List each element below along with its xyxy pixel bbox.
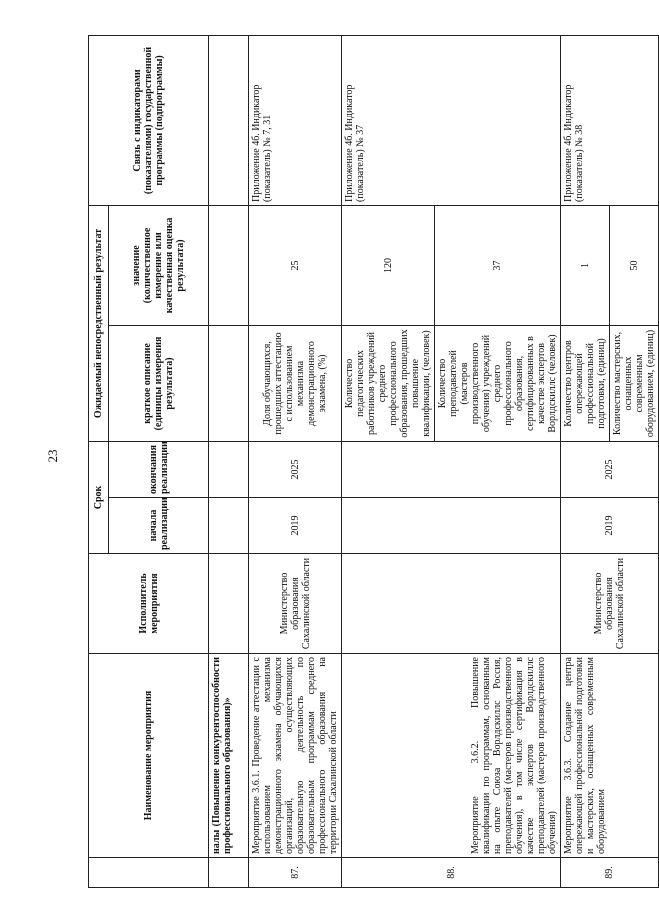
result-description: Количество преподавателей (мастеров производственного обучения) учреждений среднего профессионального образования, сертифицированных в качестве экспертов Ворлдскиллс (человек)	[435, 325, 561, 441]
result-value: 25	[249, 205, 342, 325]
indicator-link: Приложение 4б. Индикатор (показатель) № 37	[342, 35, 561, 205]
header-end: окончания реализации	[109, 441, 209, 497]
table-row	[561, 35, 610, 887]
activities-table	[88, 35, 659, 888]
row-number: 89.	[561, 858, 659, 888]
result-value: 50	[610, 205, 659, 325]
result-description: Количество педагогических работников учреждений среднего профессионального образования, прошедших повышение квалификации, (человек)	[342, 325, 435, 441]
header-start: начала реализации	[109, 498, 209, 554]
result-value: 1	[561, 205, 610, 325]
header-result: Ожидаемый непосредственный результат	[89, 205, 109, 441]
page-number: 23	[45, 449, 60, 463]
continued-row	[209, 35, 249, 887]
result-description: Количество центров опережающей профессиональной подготовки, (единиц)	[561, 325, 610, 441]
header-value: значение (количественное измерение или качественная оценка результата)	[109, 205, 209, 325]
activity-name: Мероприятие 3.6.3. Создание центра опережающей профессиональной подготовки и мастерских, оснащенных современным оборудованием	[561, 654, 659, 858]
executor: Министерство образования Сахалинской области	[561, 554, 659, 654]
indicator-link: Приложение 4б. Индикатор (показатель) № 7, 31	[249, 35, 342, 205]
result-description: Количество мастерских, оснащенных современным оборудованием, (единиц)	[610, 325, 659, 441]
activity-name: Мероприятие 3.6.1. Проведение аттестации с использованием механизма демонстрационного экзамена обучающихся организаций, осуществляющих образовательную деятельность по образовательным программам среднего профессионального образования на территории Сахалинской области	[249, 654, 342, 858]
header-executor: Исполнитель мероприятия	[89, 554, 209, 654]
table-row	[342, 35, 435, 887]
table-row	[249, 35, 342, 887]
row-number: 88.	[342, 858, 561, 888]
result-description: Доля обучающихся, прошедших аттестацию с использованием механизма демонстрационного экзамена, (%)	[249, 325, 342, 441]
row-number: 87.	[249, 858, 342, 888]
end-year: 2025	[561, 441, 659, 497]
start-year: 2019	[249, 498, 342, 554]
header-term: Срок	[89, 441, 109, 553]
result-value: 120	[342, 205, 435, 325]
executor: Министерство образования Сахалинской области	[249, 554, 342, 654]
header-name: Наименование мероприятия	[89, 654, 209, 858]
activity-name: Мероприятие 3.6.2. Повышение квалификации по программам, основанным на опыте Союза Ворлдскиллс Россия, преподавателей (мастеров производственного обучения), в том числе сертификация в качестве экспертов Ворлдскиллс преподавателей (мастеров производственного обучения)	[342, 654, 561, 858]
end-year: 2025	[249, 441, 342, 497]
header-num	[89, 858, 209, 888]
rotated-table-page	[88, 36, 656, 888]
header-link: Связь с индикаторами (показателями) государственной программы (подпрограммы)	[89, 35, 209, 205]
header-description: краткое описание (единицы измерения результата)	[109, 325, 209, 441]
continued-section-text: налы (Повышение конкурентоспособности профессионального образования)»	[209, 654, 249, 858]
indicator-link: Приложение 4б. Индикатор (показатель) № 38	[561, 35, 659, 205]
result-value: 37	[435, 205, 561, 325]
start-year: 2019	[561, 498, 659, 554]
